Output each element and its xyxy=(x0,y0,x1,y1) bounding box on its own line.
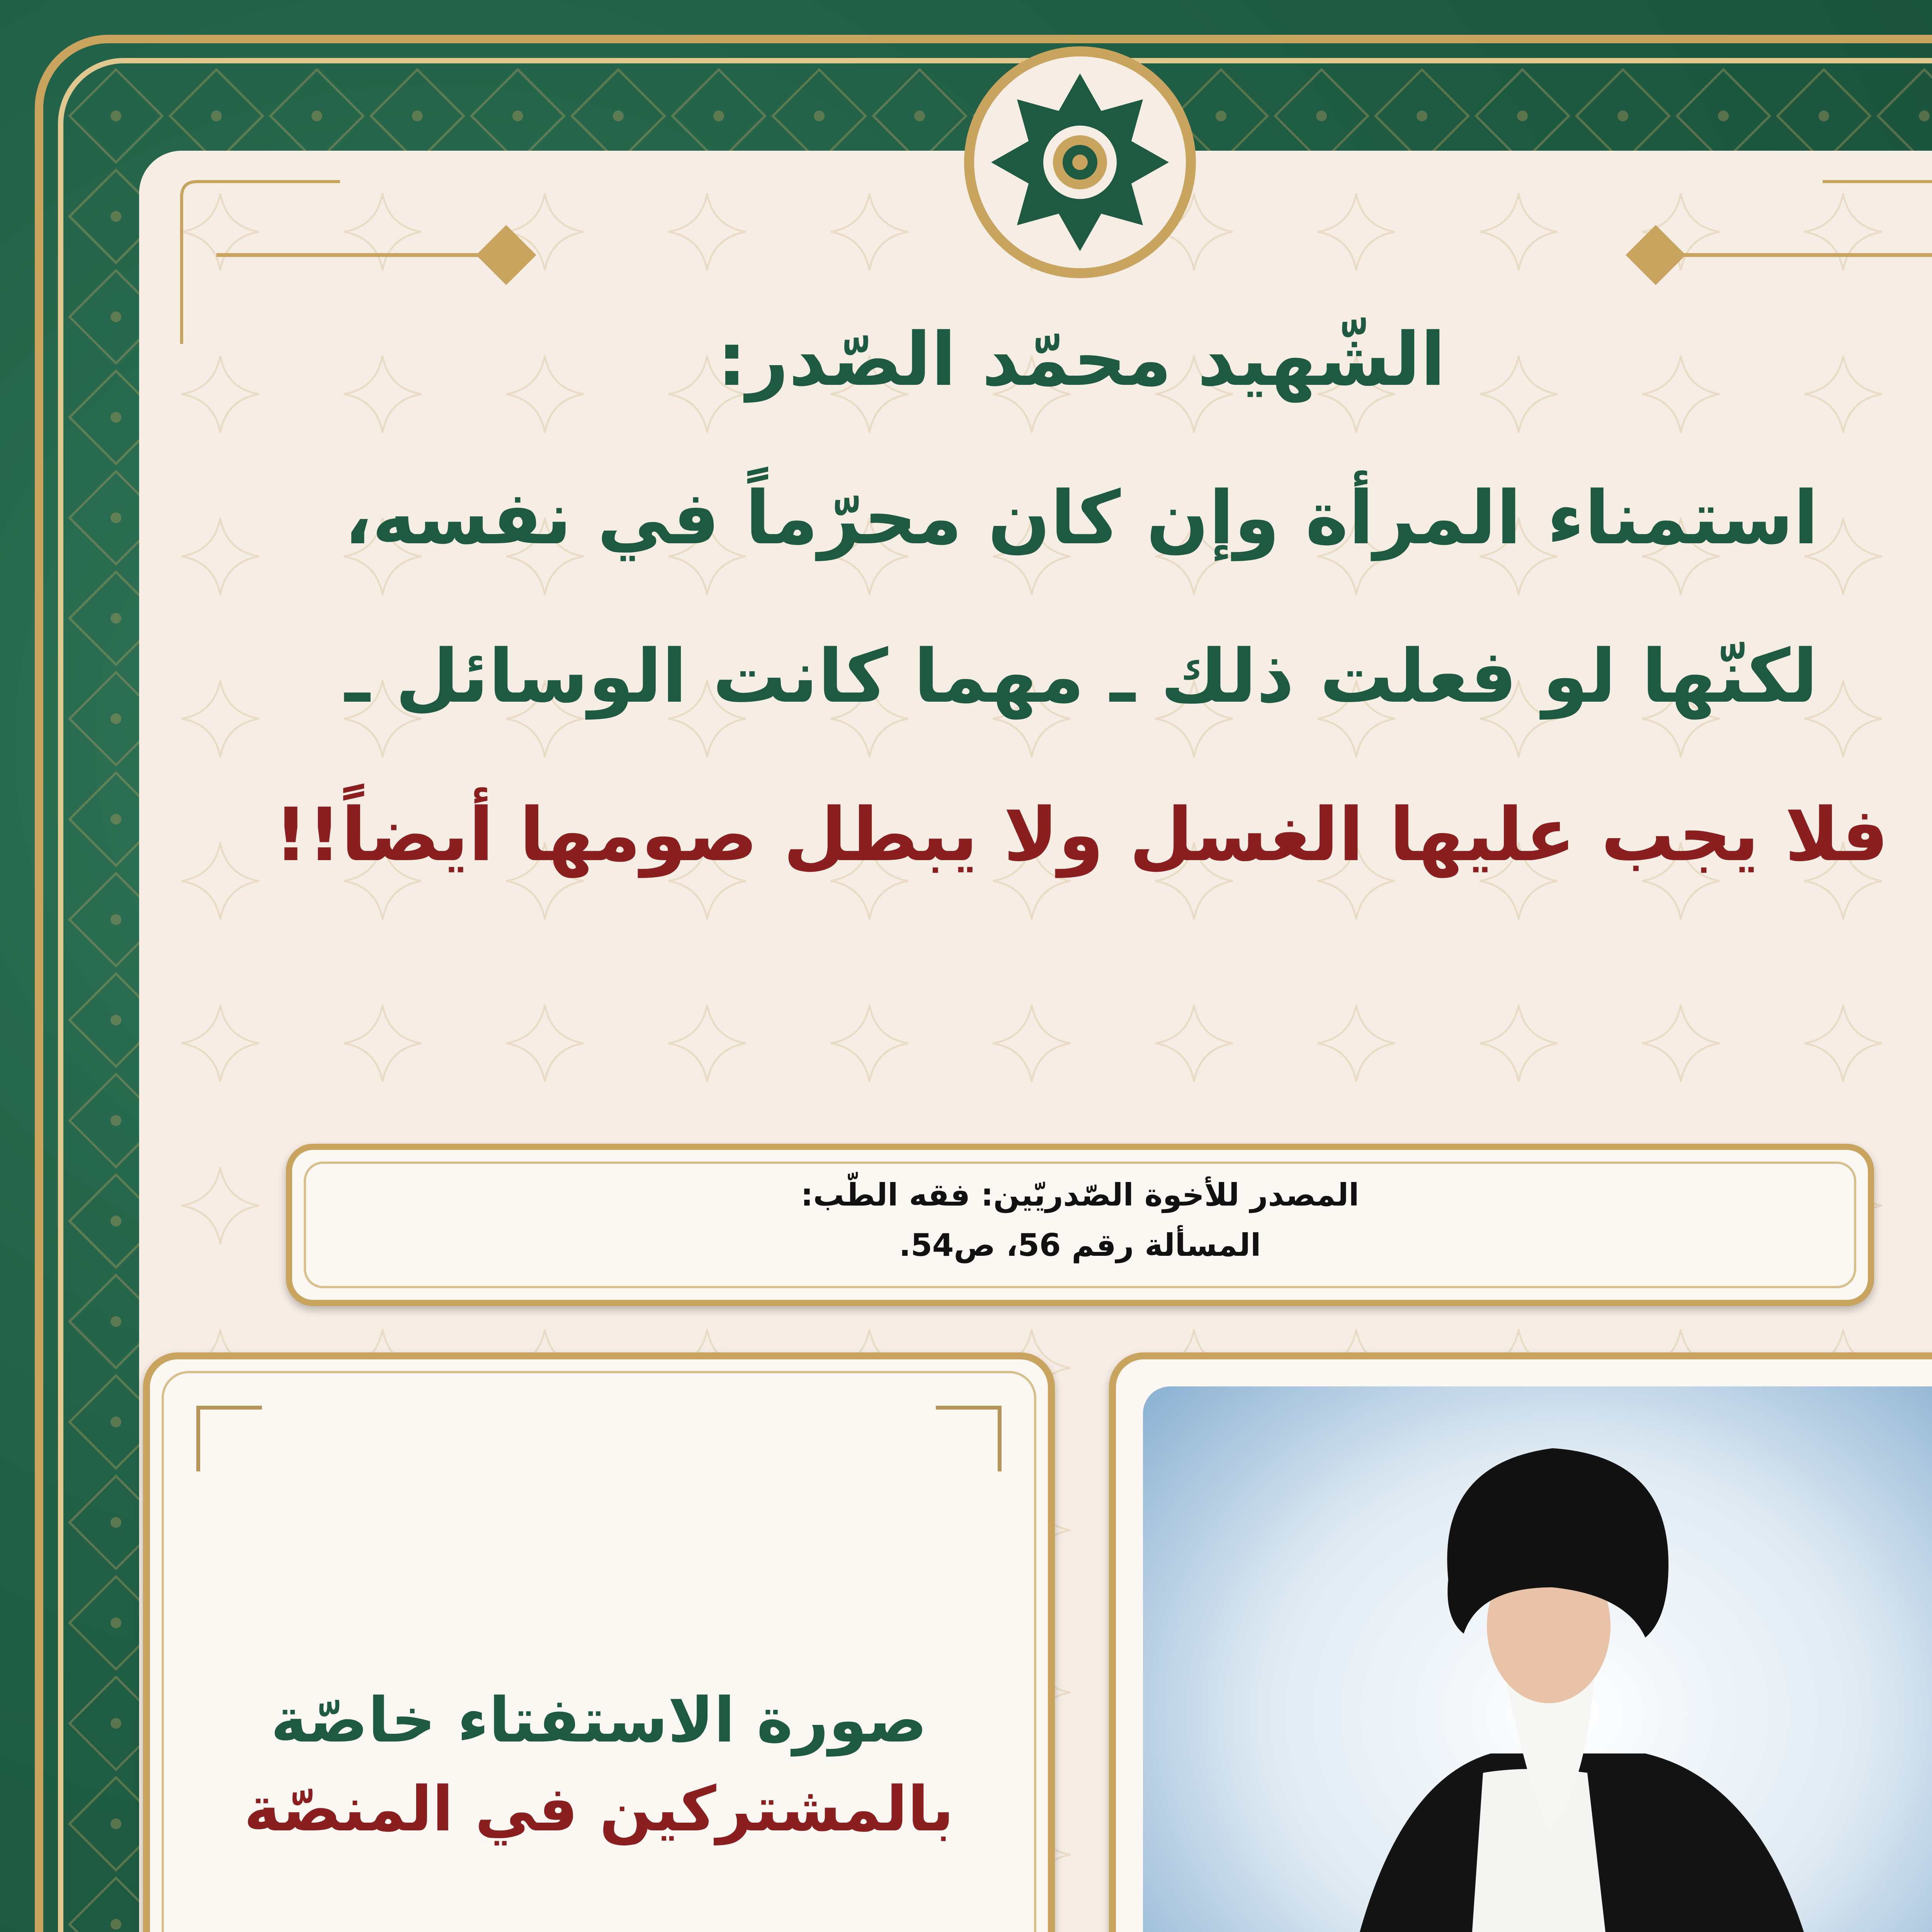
quote-line-3: فلا يجب عليها الغسل ولا يبطل صومها أيضاً!! xyxy=(274,792,1889,878)
source-box xyxy=(286,1144,1874,1306)
subscriber-notice-box xyxy=(143,1352,1055,1932)
quote-line-1: استمناء المرأة وإن كان محرّماً في نفسه، xyxy=(344,475,1819,561)
notice-inner-border xyxy=(162,1371,1036,1932)
emblem-icon xyxy=(964,46,1196,278)
notice-line-1: صورة الاستفتاء خاصّة xyxy=(270,1684,927,1756)
portrait-box xyxy=(1109,1352,1932,1932)
quote-title: الشّهيد محمّد الصّدر: xyxy=(717,317,1446,402)
notice-line-2: بالمشتركين في المنصّة xyxy=(244,1773,954,1845)
corner-ornament xyxy=(936,1406,1002,1471)
portrait-photo xyxy=(1143,1386,1932,1932)
corner-ornament xyxy=(196,1406,262,1471)
source-line-1: المصدر للأخوة الصّدريّين: فقه الطّب: xyxy=(801,1177,1359,1213)
source-line-2: المسألة رقم 56، ص54. xyxy=(899,1227,1261,1263)
quote-line-2: لكنّها لو فعلت ذلك ـ مهما كانت الوسائل ـ xyxy=(345,634,1818,719)
